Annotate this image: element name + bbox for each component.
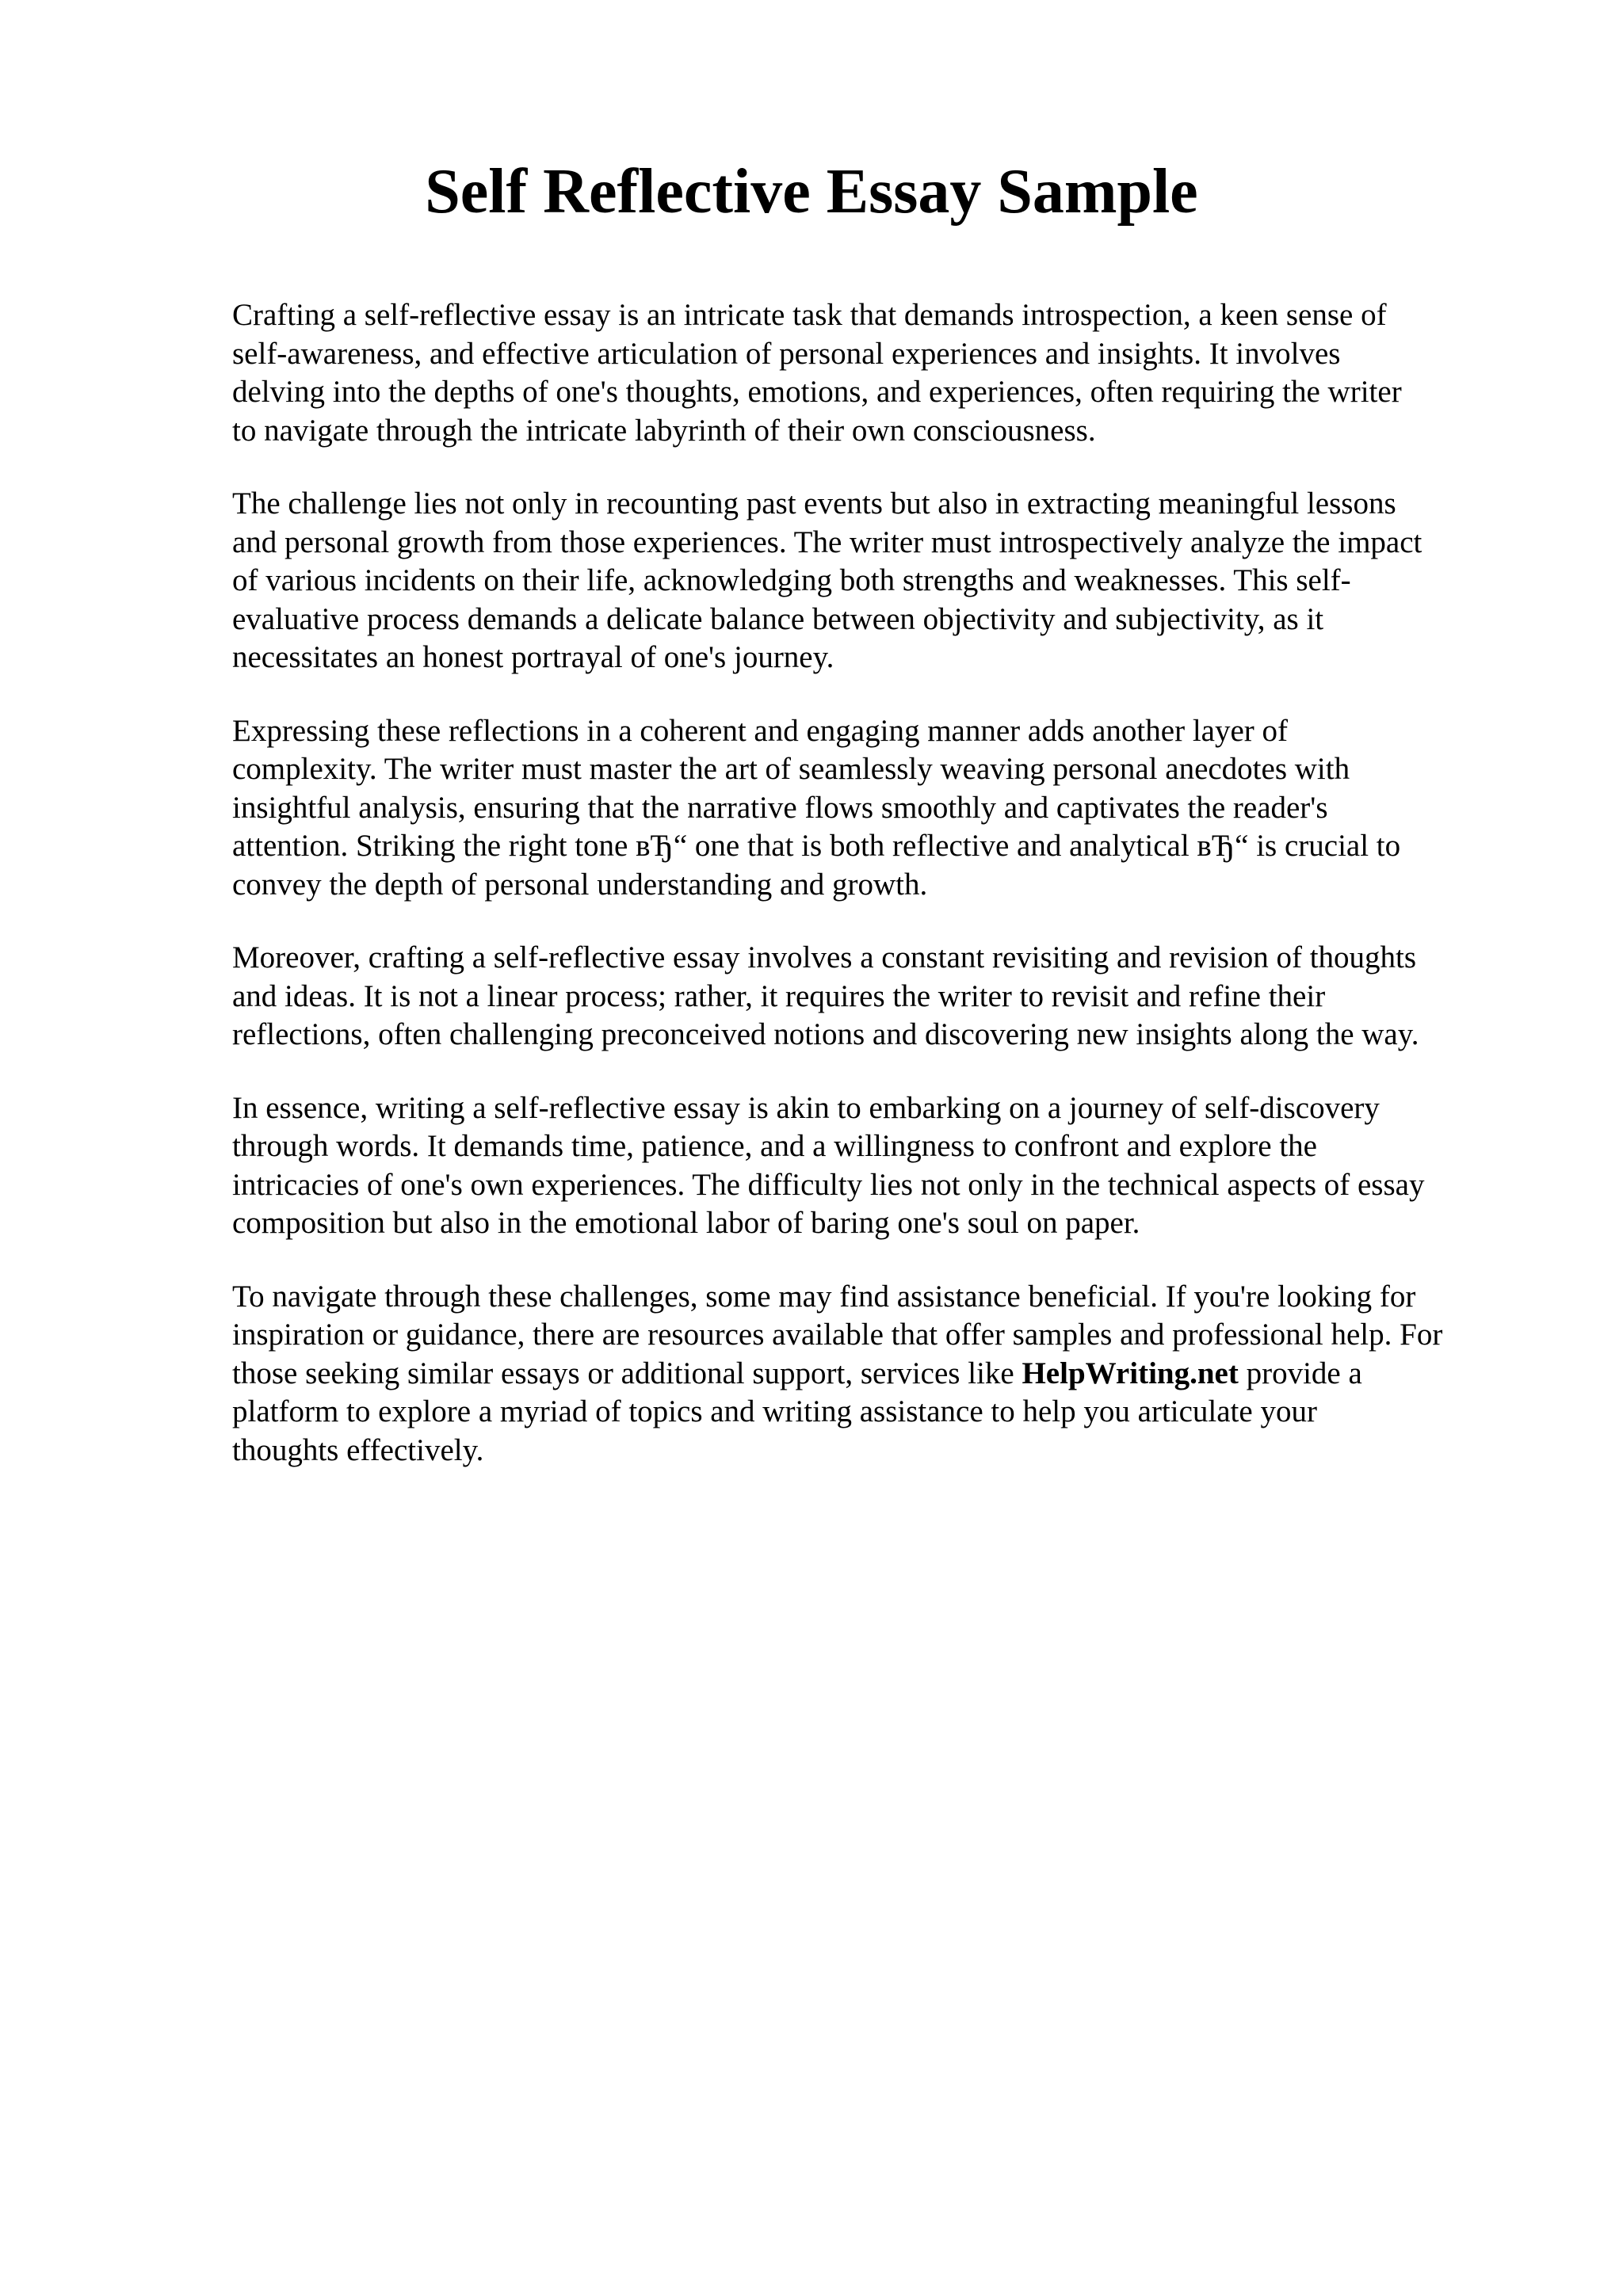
text-line: delving into the depths of one's thoughts, emotions, and experiences, often requiring the writer xyxy=(232,375,1402,409)
text-line: convey the depth of personal understanding and growth. xyxy=(232,867,928,902)
essay-body xyxy=(232,296,1532,1505)
text-line: attention. Striking the right tone вЂ“ one that is both reflective and analytical вЂ“ is crucial to xyxy=(232,829,1401,863)
text-line: Crafting a self-reflective essay is an intricate task that demands introspection, a keen sense of xyxy=(232,298,1387,332)
text-line: and ideas. It is not a linear process; rather, it requires the writer to revisit and refine their xyxy=(232,978,1326,1013)
page-title: Self Reflective Essay Sample xyxy=(425,157,1198,227)
text-line: of various incidents on their life, acknowledging both strengths and weaknesses. This self- xyxy=(232,563,1351,597)
text-line: and personal growth from those experiences. The writer must introspectively analyze the impact xyxy=(232,524,1423,559)
paragraph-1 xyxy=(232,296,1532,450)
text-line: intricacies of one's own experiences. The difficulty lies not only in the technical aspects of essay xyxy=(232,1167,1425,1202)
text-line: evaluative process demands a delicate balance between objectivity and subjectivity, as it xyxy=(232,601,1324,636)
text-line: insightful analysis, ensuring that the narrative flows smoothly and captivates the reader's xyxy=(232,790,1328,825)
text-segment: those seeking similar essays or additional support, services like xyxy=(232,1356,1022,1390)
text-line: thoughts effectively. xyxy=(232,1432,484,1467)
text-line: Moreover, crafting a self-reflective essay involves a constant revisiting and revision of thoughts xyxy=(232,940,1417,974)
text-line: reflections, often challenging preconceived notions and discovering new insights along the way. xyxy=(232,1017,1419,1051)
text-line xyxy=(232,1355,1532,1394)
text-line: to navigate through the intricate labyrinth of their own consciousness. xyxy=(232,413,1096,448)
paragraph-5 xyxy=(232,1089,1532,1243)
helpwriting-link[interactable]: HelpWriting.net xyxy=(1022,1356,1239,1390)
text-segment: provide a xyxy=(1238,1356,1362,1390)
text-line: platform to explore a myriad of topics and writing assistance to help you articulate your xyxy=(232,1394,1317,1428)
text-line: To navigate through these challenges, some may find assistance beneficial. If you're looking for xyxy=(232,1279,1416,1314)
text-line: through words. It demands time, patience, and a willingness to confront and explore the xyxy=(232,1129,1317,1163)
text-line: inspiration or guidance, there are resources available that offer samples and professional help. For xyxy=(232,1318,1443,1352)
text-line: In essence, writing a self-reflective essay is akin to embarking on a journey of self-discovery xyxy=(232,1090,1380,1125)
text-line: self-awareness, and effective articulation of personal experiences and insights. It involves xyxy=(232,336,1341,371)
text-line: complexity. The writer must master the art of seamlessly weaving personal anecdotes with xyxy=(232,752,1350,786)
text-line: composition but also in the emotional labor of baring one's soul on paper. xyxy=(232,1206,1140,1240)
text-line: necessitates an honest portrayal of one's journey. xyxy=(232,640,834,674)
paragraph-6 xyxy=(232,1278,1532,1470)
text-line: The challenge lies not only in recounting past events but also in extracting meaningful lessons xyxy=(232,486,1396,521)
text-line: Expressing these reflections in a coherent and engaging manner adds another layer of xyxy=(232,713,1288,748)
paragraph-4 xyxy=(232,939,1532,1055)
paragraph-2 xyxy=(232,485,1532,677)
paragraph-3 xyxy=(232,712,1532,905)
